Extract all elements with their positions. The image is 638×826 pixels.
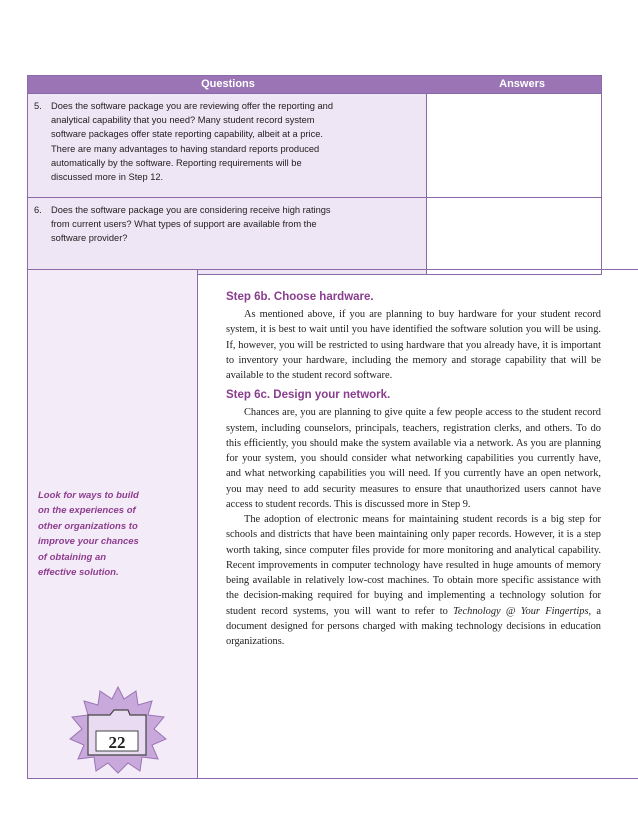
question-line: from current users? What types of support are available from the [51, 219, 317, 230]
document-reference: Technology @ Your Fingertips, [453, 605, 592, 617]
question-5 [28, 94, 427, 197]
questions-table [27, 75, 602, 275]
callout-line: of obtaining an [38, 551, 107, 563]
callout-line: Look for ways to build [38, 490, 139, 501]
main-section [27, 269, 638, 779]
page-number-badge [68, 685, 168, 775]
callout-line: improve your chances [38, 536, 139, 548]
paragraph-text: a document designed for persons charged with making technology decisions in education organizations. [226, 605, 601, 647]
paragraph-text: The adoption of electronic means for maintaining student records is a big step for schools and districts that have been maintaining only paper records. However, it is a step worth taking, since computer files provide for more monitoring and analytical capability. Recent improvements in computer technology have resulted in huge amounts of memory being available in relatively low-cost machines. To obtain more specific assistance with the decision-making required for buying and implementing a technology solution for student record systems, you will want to refer to [226, 514, 601, 617]
question-number: 6. [34, 205, 42, 215]
callout-line: on the experiences of [38, 505, 136, 517]
answer-cell-6[interactable] [427, 198, 601, 274]
table-row [28, 197, 601, 274]
step-6c-paragraph-2 [226, 512, 601, 649]
question-line: analytical capability that you need? Many student record system [51, 115, 315, 126]
sidebar [27, 270, 198, 778]
table-header [28, 76, 601, 93]
question-number: 5. [34, 101, 42, 111]
callout-line: effective solution. [38, 567, 119, 579]
question-line: Does the software package you are considering receive high ratings [51, 205, 331, 215]
question-line: software packages offer state reporting capability, albeit at a price. [51, 129, 323, 140]
page-number: 22 [108, 733, 126, 752]
question-line: software provider? [51, 233, 128, 244]
answers-header: Answers [499, 78, 545, 90]
callout-line: other organizations to [38, 520, 138, 532]
step-6b-paragraph: As mentioned above, if you are planning to buy hardware for your student record system, it is best to wait until you have identified the software solution you will be using. If, however, you will be restricted to using hardware that you already have, it is important to inventory your hardware, including the memory and storage capability that will be available to the student record software. [226, 309, 601, 381]
question-6 [28, 198, 427, 274]
step-6c-heading: Step 6c. Design your network. [226, 389, 391, 402]
table-row [28, 93, 601, 197]
step-6c-paragraph-1: Chances are, you are planning to give quite a few people access to the student record system, including counselors, principals, teachers, registration clerks, and others. To do this efficiently, you should make the system available via a network. As you are planning for your system, you should consider what networking capabilities you currently have, and what networking capabilities you will need. If you currently have an open network, you may need to add security measures to ensure that unauthorized users cannot have access to student records. This is discussed more in Step 9. [226, 407, 601, 510]
question-line: automatically by the software. Reporting requirements will be [51, 157, 302, 168]
questions-header: Questions [201, 78, 255, 90]
answer-cell-5[interactable] [427, 94, 601, 197]
question-line: There are many advantages to having standard reports produced [51, 143, 320, 154]
question-line: discussed more in Step 12. [51, 172, 164, 183]
body-content [226, 290, 601, 649]
question-line: Does the software package you are reviewing offer the reporting and [51, 101, 334, 111]
step-6b-heading: Step 6b. Choose hardware. [226, 291, 374, 303]
callout-text [38, 488, 190, 580]
